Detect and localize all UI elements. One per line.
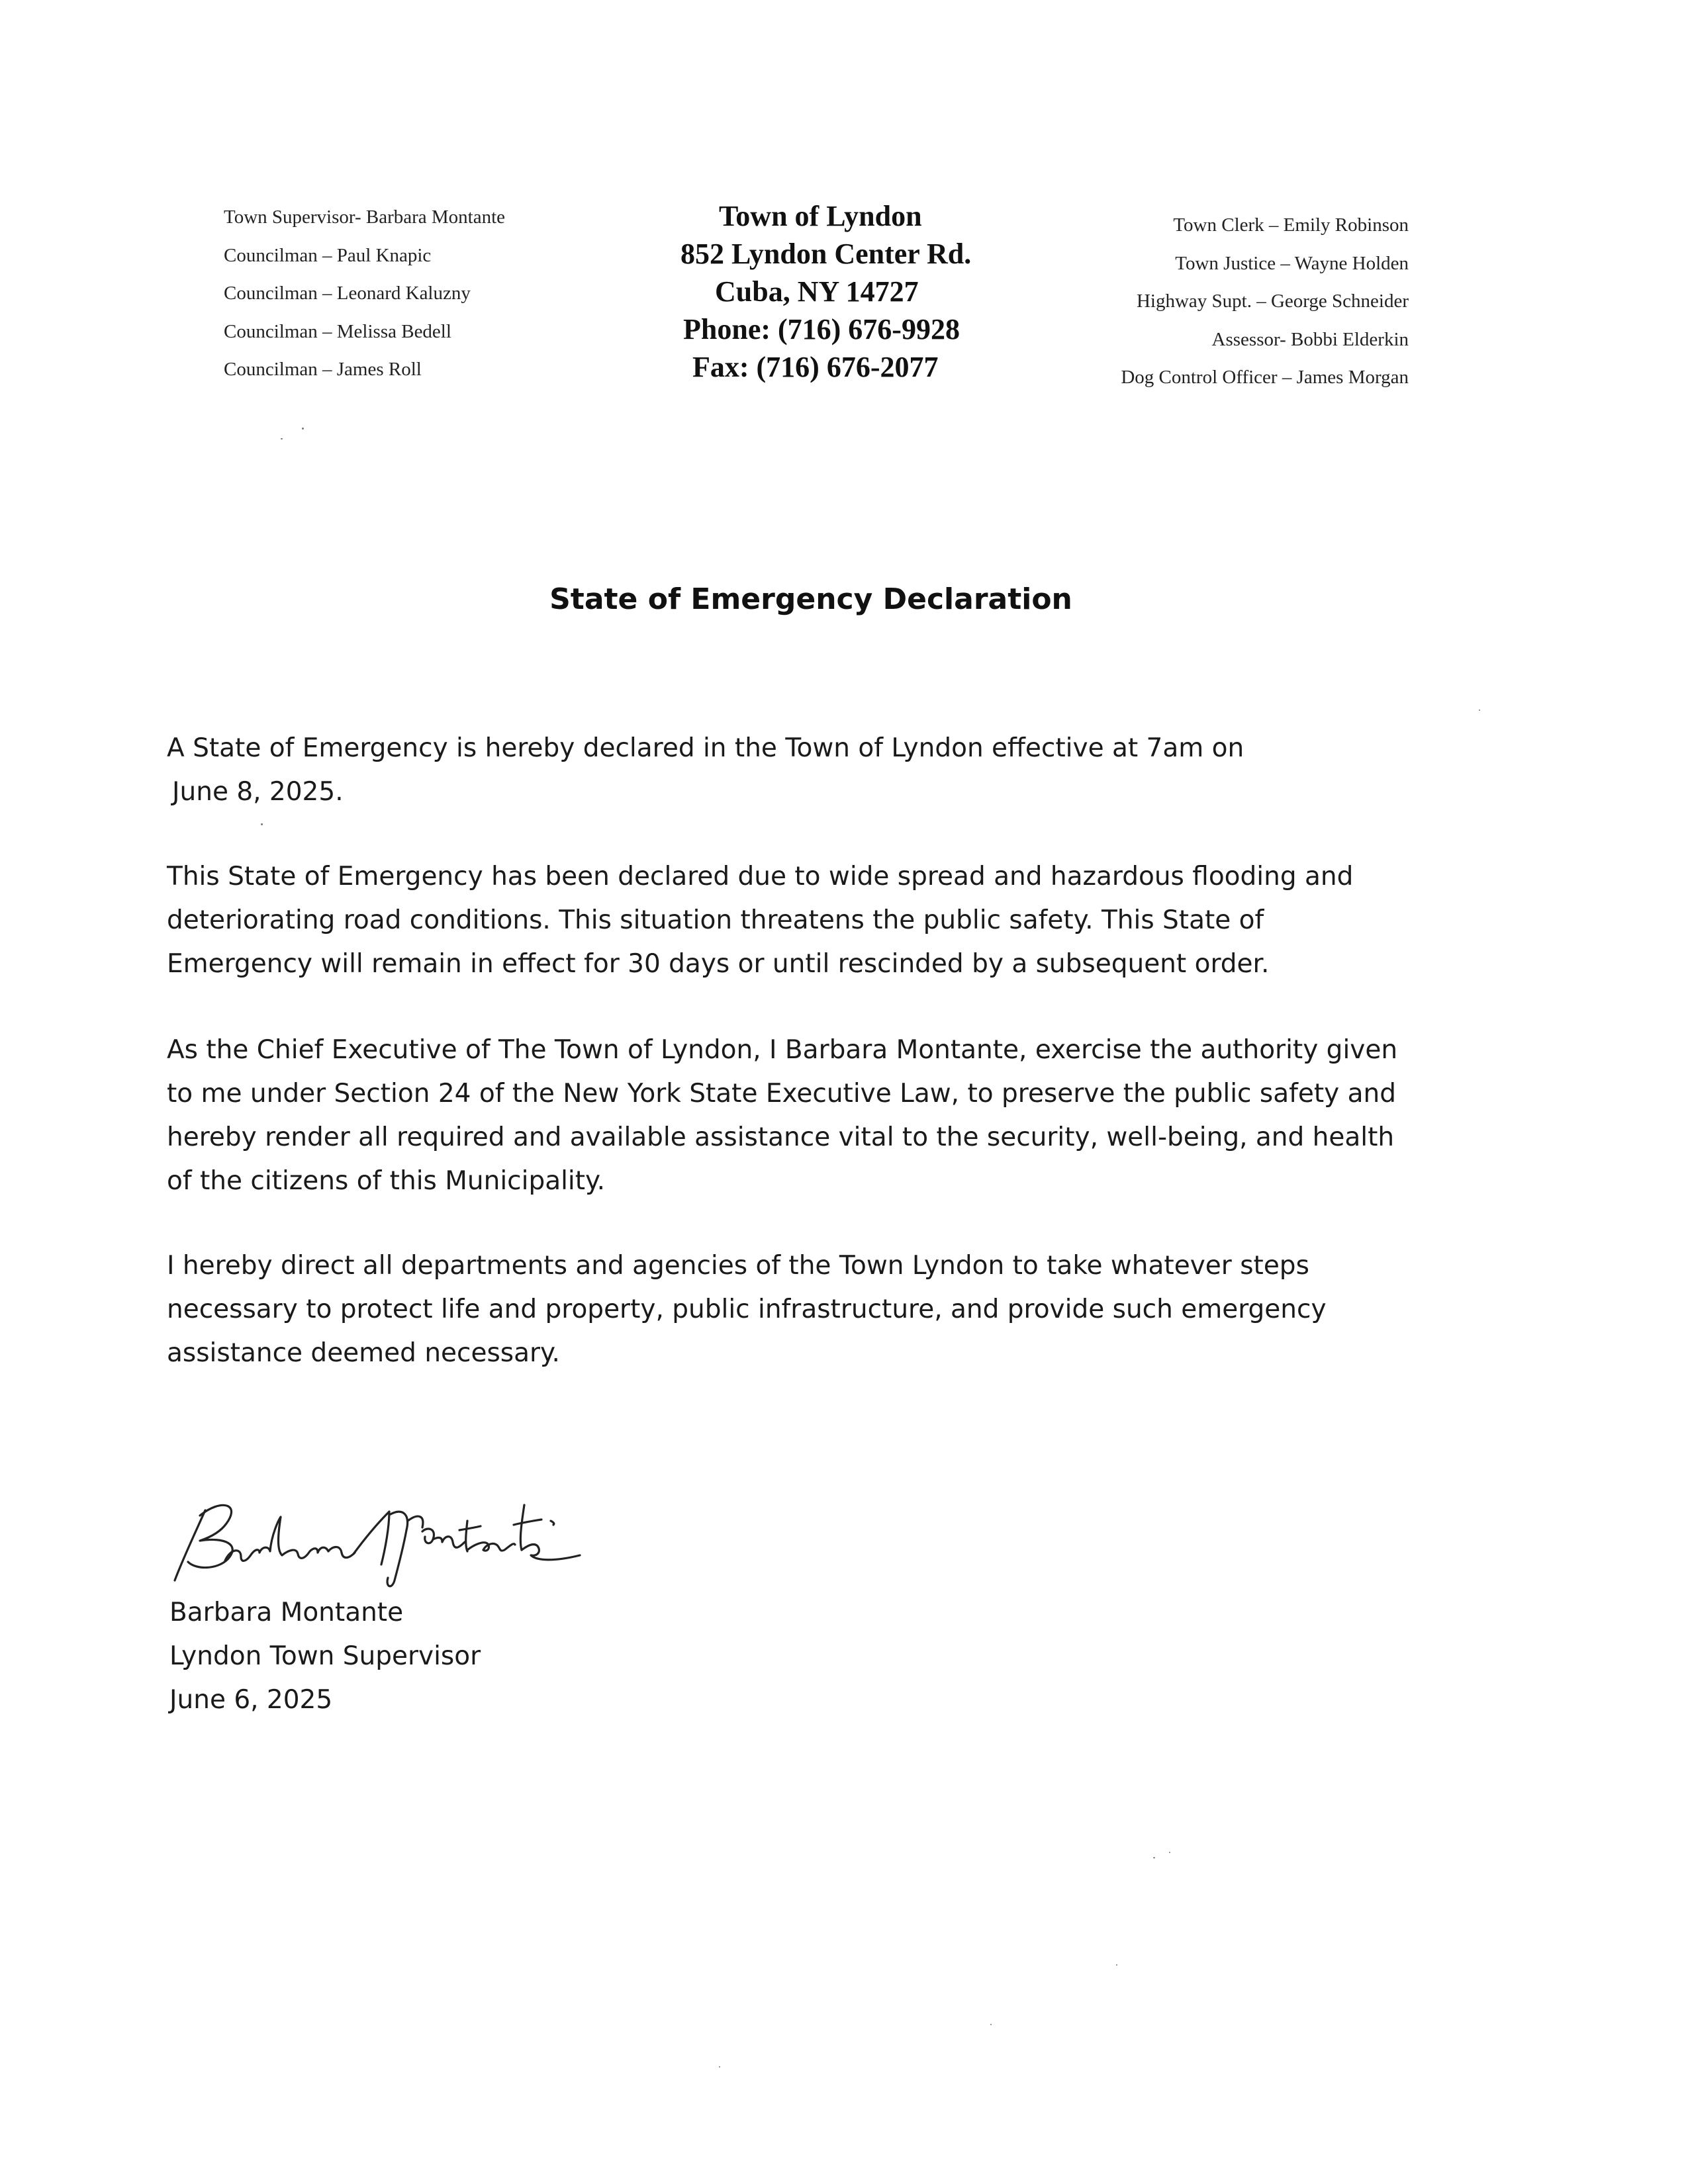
paragraph-line: assistance deemed necessary. <box>167 1338 560 1368</box>
paragraph-line: A State of Emergency is hereby declared in the Town of Lyndon effective at 7am on <box>167 733 1244 763</box>
official-entry: Councilman – James Roll <box>224 359 422 380</box>
scan-speck <box>1479 709 1480 711</box>
official-entry: Councilman – Melissa Bedell <box>224 320 451 342</box>
scan-speck <box>719 2066 720 2068</box>
paragraph-reason <box>167 855 1524 986</box>
official-entry: Highway Supt. – George Schneider <box>1136 291 1409 312</box>
scan-speck <box>990 2024 992 2025</box>
paragraph-authority <box>167 1028 1524 1203</box>
official-entry: Councilman – Paul Knapic <box>224 244 432 266</box>
paragraph-line: June 8, 2025. <box>172 777 344 807</box>
document-title: State of Emergency Declaration <box>549 582 1072 616</box>
town-name: Town of Lyndon <box>719 200 922 232</box>
signer-name: Barbara Montante <box>169 1598 404 1627</box>
scan-speck <box>1116 1964 1117 1966</box>
letterhead-officials-right <box>1046 206 1409 397</box>
paragraph-line: necessary to protect life and property, public infrastructure, and provide such emergency <box>167 1295 1327 1324</box>
paragraph-line: hereby render all required and available assistance vital to the security, well-being, and health <box>167 1122 1395 1152</box>
official-entry: Councilman – Leonard Kaluzny <box>224 283 471 304</box>
official-entry: Town Clerk – Emily Robinson <box>1173 214 1409 236</box>
phone-number: Phone: (716) 676-9928 <box>683 313 960 345</box>
paragraph-line: Emergency will remain in effect for 30 days or until rescinded by a subsequent order. <box>167 949 1270 979</box>
paragraph-directive <box>167 1244 1524 1375</box>
paragraph-line: This State of Emergency has been declared due to wide spread and hazardous flooding and <box>167 862 1354 891</box>
official-entry: Dog Control Officer – James Morgan <box>1121 367 1409 388</box>
paragraph-line: I hereby direct all departments and agencies of the Town Lyndon to take whatever steps <box>167 1251 1309 1281</box>
letterhead-town-info <box>642 197 1039 386</box>
scan-speck <box>302 428 304 430</box>
official-entry: Town Supervisor- Barbara Montante <box>224 206 506 228</box>
scan-speck <box>261 823 263 825</box>
paragraph-line: As the Chief Executive of The Town of Lyndon, I Barbara Montante, exercise the authority given <box>167 1035 1398 1065</box>
fax-number: Fax: (716) 676-2077 <box>692 351 939 383</box>
paragraph-declaration <box>167 727 1524 814</box>
official-entry: Assessor- Bobbi Elderkin <box>1211 328 1409 350</box>
scan-speck <box>1169 1852 1170 1853</box>
signature-date: June 6, 2025 <box>169 1685 333 1715</box>
address-line-2: Cuba, NY 14727 <box>715 275 919 308</box>
signer-position: Lyndon Town Supervisor <box>169 1641 481 1671</box>
scan-speck <box>1153 1857 1155 1858</box>
paragraph-line: deteriorating road conditions. This situation threatens the public safety. This State of <box>167 905 1264 935</box>
handwritten-signature <box>156 1481 620 1594</box>
signature-block <box>169 1591 481 1722</box>
letterhead-officials-left <box>224 199 621 389</box>
scan-speck <box>281 438 283 439</box>
official-entry: Town Justice – Wayne Holden <box>1175 252 1409 274</box>
paragraph-line: to me under Section 24 of the New York State Executive Law, to preserve the public safety and <box>167 1079 1396 1109</box>
paragraph-line: of the citizens of this Municipality. <box>167 1166 605 1196</box>
address-line-1: 852 Lyndon Center Rd. <box>680 238 972 270</box>
